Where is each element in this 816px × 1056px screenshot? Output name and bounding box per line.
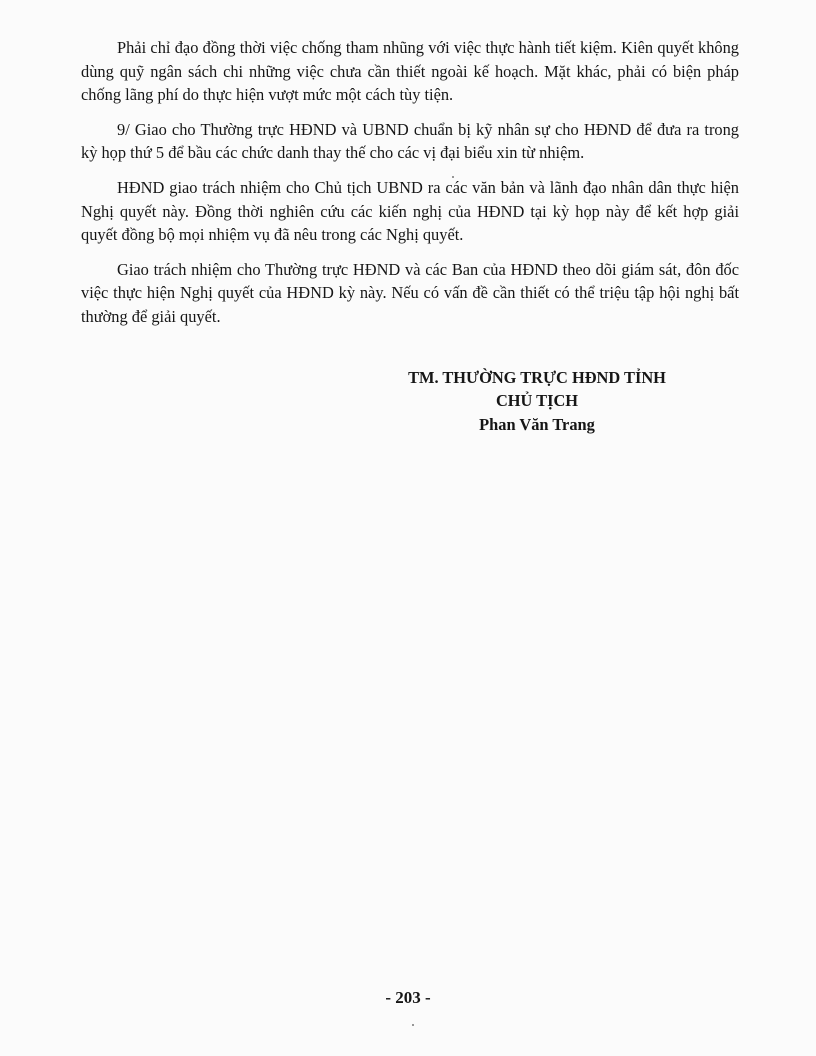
scan-speck (412, 1024, 414, 1026)
signature-name: Phan Văn Trang (479, 414, 595, 434)
paragraph-item-9: 9/ Giao cho Thường trực HĐND và UBND chuẩn bị kỹ nhân sự cho HĐND để đưa ra trong kỳ họp thứ 5 để bầu các chức danh thay thế cho các vị đại biểu xin từ nhiệm. (81, 119, 739, 163)
signature-block (370, 366, 704, 436)
paragraph-ubnd-responsibility: HĐND giao trách nhiệm cho Chủ tịch UBND ra các văn bản và lãnh đạo nhân dân thực hiện Nghị quyết này. Đồng thời nghiên cứu các kiến nghị của HĐND tại kỳ họp này để kết hợp giải quyết đồng bộ mọi nhiệm vụ đã nêu trong các Nghị quyết. (81, 177, 739, 245)
paragraph-anti-corruption: Phải chỉ đạo đồng thời việc chống tham nhũng với việc thực hành tiết kiệm. Kiên quyết không dùng quỹ ngân sách chi những việc chưa cần thiết ngoài kế hoạch. Mặt khác, phải có biện pháp chống lãng phí do thực hiện vượt mức một cách tùy tiện. (81, 38, 739, 105)
page-number: - 203 - (385, 988, 431, 1007)
paragraph-supervision: Giao trách nhiệm cho Thường trực HĐND và các Ban của HĐND theo dõi giám sát, đôn đốc việc thực hiện Nghị quyết của HĐND kỳ này. Nếu có vấn đề cần thiết có thể triệu tập hội nghị bất thường để giải quyết. (81, 259, 739, 326)
signature-position: CHỦ TỊCH (495, 391, 579, 411)
scan-speck (452, 176, 454, 178)
signature-title: TM. THƯỜNG TRỰC HĐND TỈNH (408, 368, 666, 387)
document-body (81, 36, 739, 340)
